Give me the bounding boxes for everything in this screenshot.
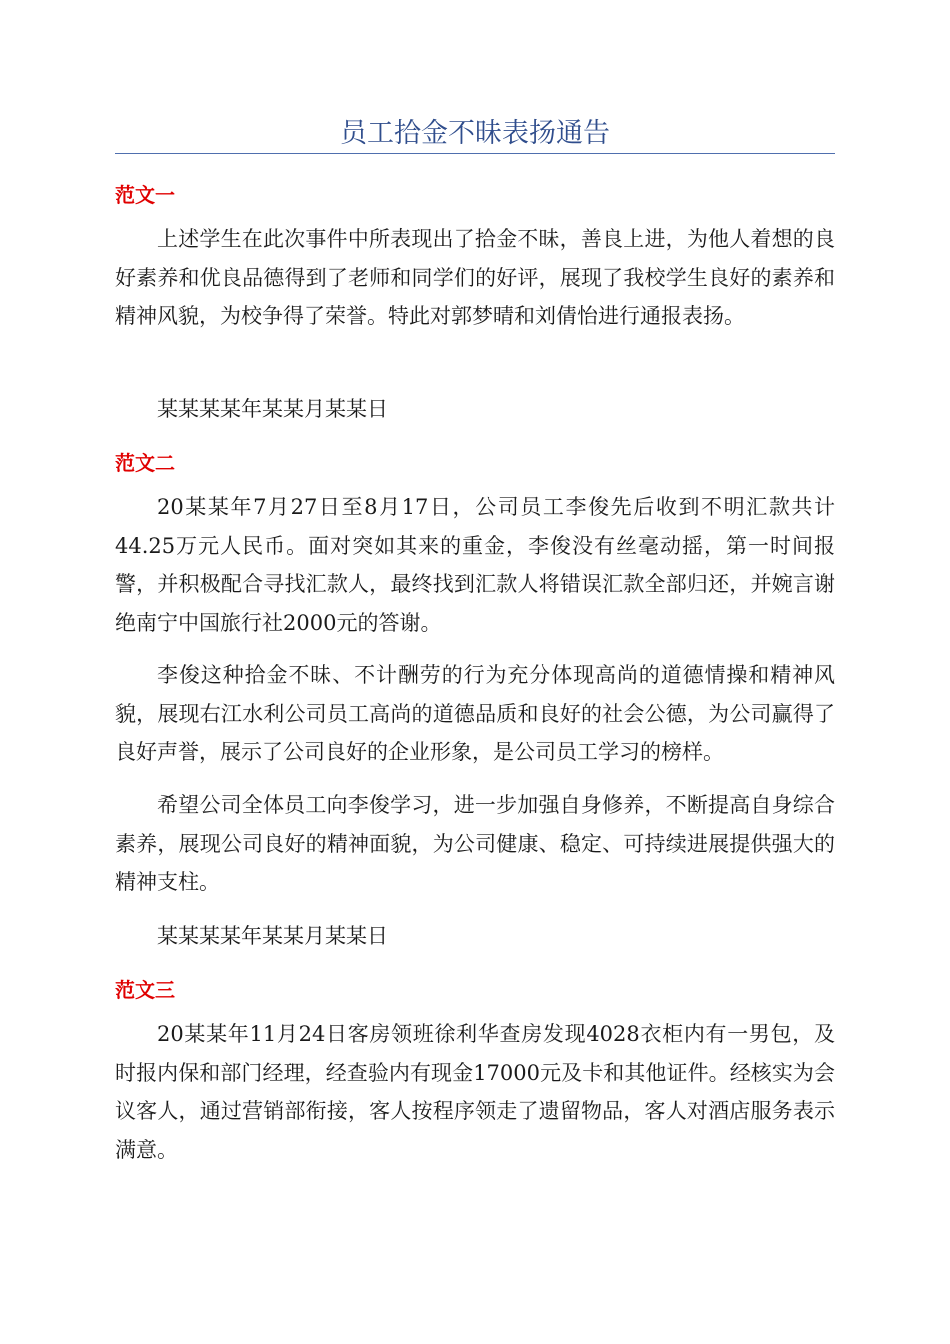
section-1-heading: 范文一 bbox=[115, 183, 175, 207]
document-title: 员工拾金不昧表扬通告 bbox=[340, 118, 610, 149]
section-3-heading: 范文三 bbox=[115, 978, 175, 1002]
section-2-paragraph-1: 20某某年7月27日至8月17日，公司员工李俊先后收到不明汇款共计44.25万元人民币。面对突如其来的重金，李俊没有丝毫动摇，第一时间报警，并积极配合寻找汇款人，最终找到汇款人将错误汇款全部归还，并婉言谢绝南宁中国旅行社2000元的答谢。 bbox=[115, 495, 835, 635]
section-2-date: 某某某某年某某月某某日 bbox=[157, 924, 388, 948]
title-underline bbox=[115, 153, 835, 154]
section-1-paragraph-1: 上述学生在此次事件中所表现出了拾金不昧，善良上进，为他人着想的良好素养和优良品德得到了老师和同学们的好评，展现了我校学生良好的素养和精神风貌，为校争得了荣誉。特此对郭梦晴和刘倩怡进行通报表扬。 bbox=[115, 227, 835, 328]
section-2-paragraph-2: 李俊这种拾金不昧、不计酬劳的行为充分体现高尚的道德情操和精神风貌，展现右江水利公司员工高尚的道德品质和良好的社会公德，为公司赢得了良好声誉，展示了公司良好的企业形象，是公司员工学习的榜样。 bbox=[115, 663, 835, 764]
section-2-paragraph-3: 希望公司全体员工向李俊学习，进一步加强自身修养，不断提高自身综合素养，展现公司良好的精神面貌，为公司健康、稳定、可持续进展提供强大的精神支柱。 bbox=[115, 793, 835, 894]
section-1-date: 某某某某年某某月某某日 bbox=[157, 397, 388, 421]
section-3-paragraph-1: 20某某年11月24日客房领班徐利华查房发现4028衣柜内有一男包，及时报内保和部门经理，经查验内有现金17000元及卡和其他证件。经核实为会议客人，通过营销部衔接，客人按程序领走了遗留物品，客人对酒店服务表示满意。 bbox=[115, 1022, 835, 1162]
section-2-heading: 范文二 bbox=[115, 451, 175, 475]
